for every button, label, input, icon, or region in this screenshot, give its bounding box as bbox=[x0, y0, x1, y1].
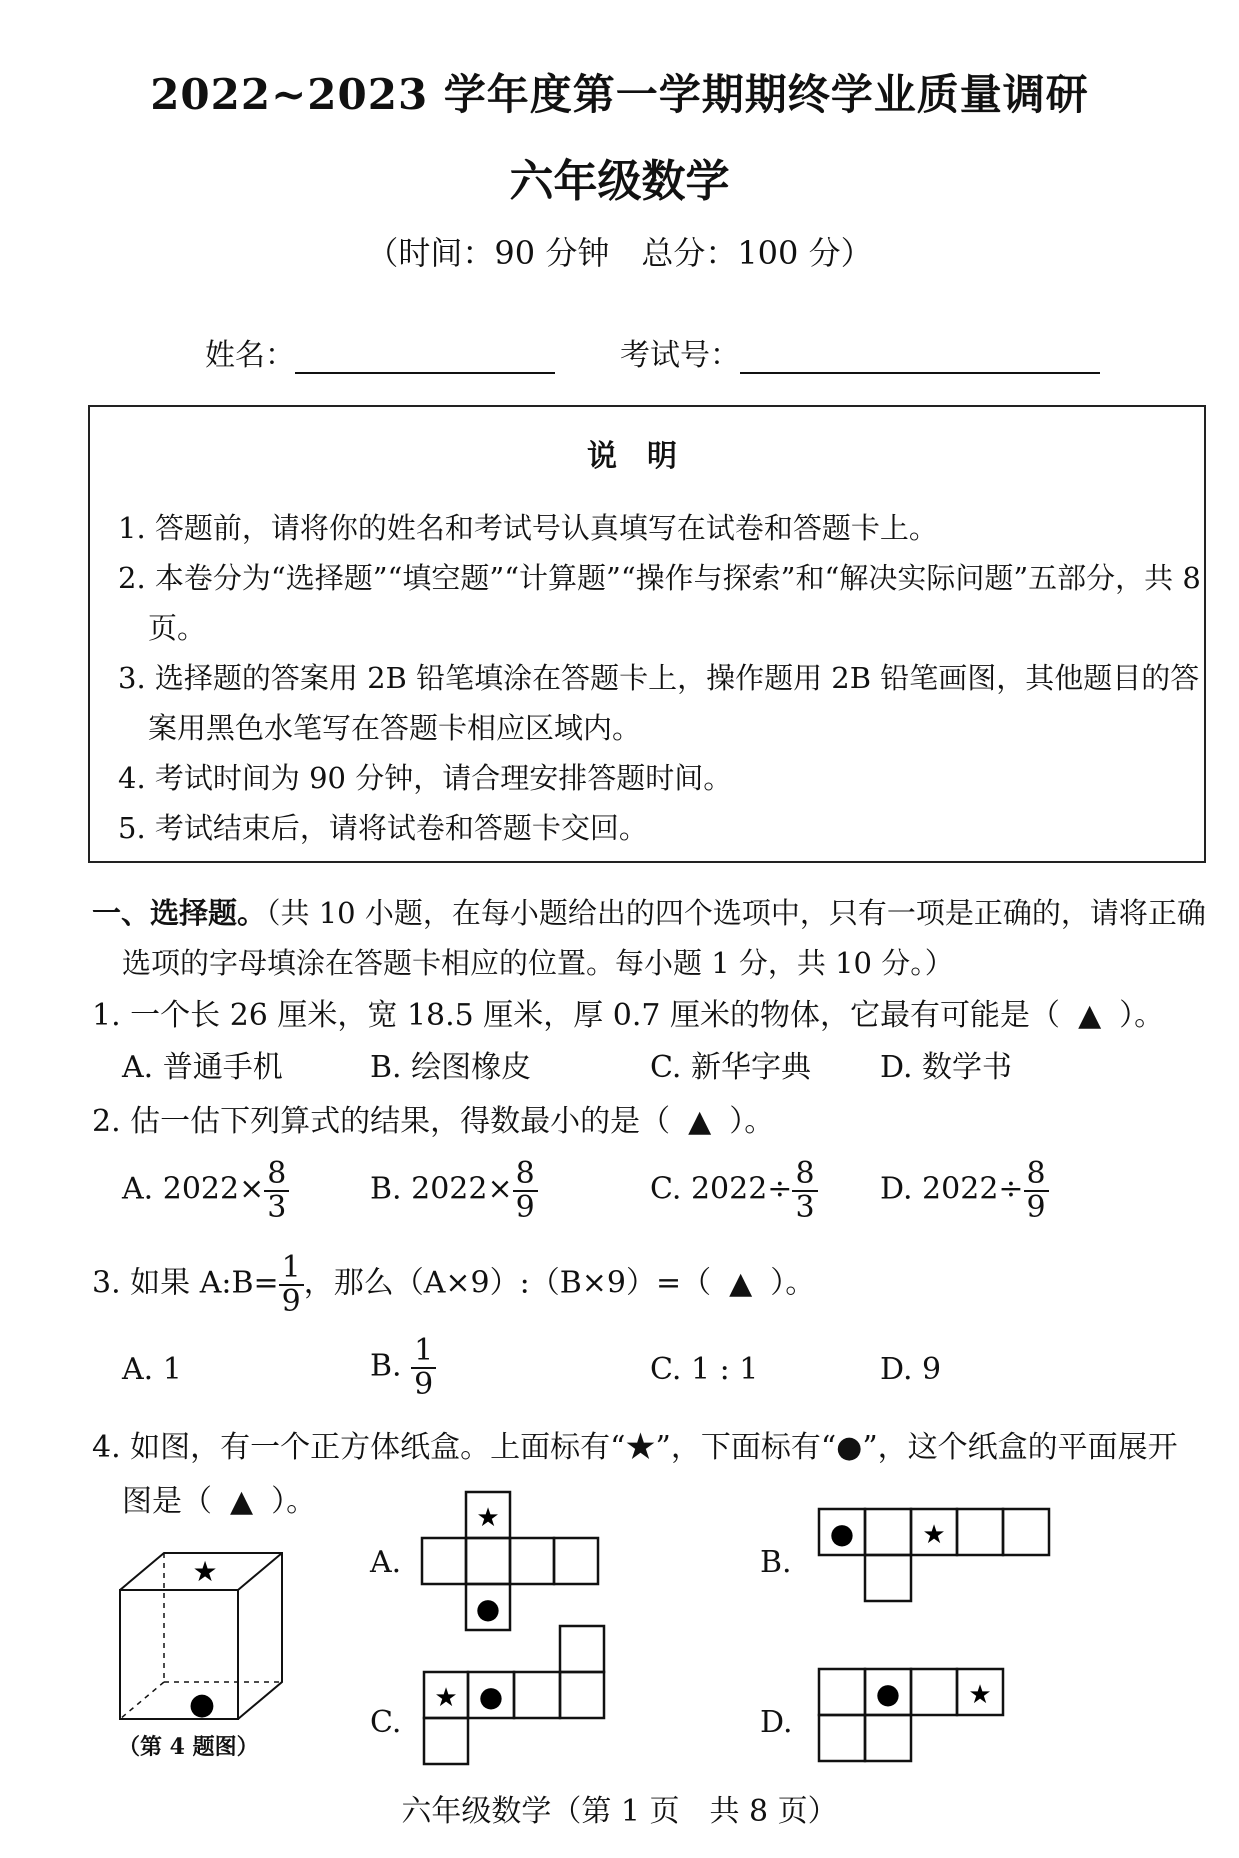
q4-option-d-label[interactable]: D. bbox=[760, 1705, 793, 1740]
q1-option-b[interactable]: B. 绘图橡皮 bbox=[370, 1050, 532, 1085]
note-item-2: 2. 本卷分为“选择题”“填空题”“计算题”“操作与探索”和“解决实际问题”五部分，共 8 页。 bbox=[118, 561, 1201, 645]
page-footer: 六年级数学（第 1 页 共 8 页） bbox=[401, 1794, 838, 1829]
instructions-box bbox=[88, 405, 1206, 863]
answer-mark: ▲ bbox=[688, 1104, 712, 1139]
q1-option-a[interactable]: A. 普通手机 bbox=[122, 1050, 283, 1085]
section-1-instruction: （共 10 小题，在每小题给出的四个选项中，只有一项是正确的，请将正确选项的字母填涂在答题卡相应的位置。每小题 1 分，共 10 分。） bbox=[122, 896, 1206, 980]
answer-mark: ▲ bbox=[729, 1265, 753, 1301]
question-4: 4. 如图，有一个正方体纸盒。上面标有“★”，下面标有“●”，这个纸盒的平面展开 bbox=[92, 1430, 1178, 1465]
exam-no-label: 考试号： bbox=[620, 338, 740, 373]
answer-mark: ▲ bbox=[230, 1484, 254, 1519]
exam-no-field bbox=[620, 330, 1100, 374]
q2-option-b[interactable]: B. 2022× $\frac{8}{9}$ bbox=[370, 1158, 538, 1223]
note-item-4: 4. 考试时间为 90 分钟，请合理安排答题时间。 bbox=[118, 761, 733, 795]
dot-icon: ● bbox=[188, 1687, 216, 1722]
question-3: 3. 如果 A:B= $\frac{1}{9}$ ，那么（A×9）:（B×9）=（ ▲ ）。 bbox=[92, 1250, 816, 1319]
name-blank[interactable] bbox=[295, 338, 555, 374]
name-field bbox=[205, 330, 555, 374]
q4-option-a-label[interactable]: A. bbox=[370, 1545, 402, 1580]
star-icon: ★ bbox=[434, 1683, 458, 1713]
q2-option-a[interactable]: A. 2022× $\frac{8}{3}$ bbox=[122, 1158, 289, 1223]
star-icon: ★ bbox=[192, 1555, 218, 1588]
star-icon: ★ bbox=[476, 1503, 500, 1533]
question-2-close: ）。 bbox=[729, 1104, 775, 1139]
question-1 bbox=[92, 990, 1164, 1034]
question-4-line2: 图是（ ▲ ）。 bbox=[122, 1484, 317, 1519]
q2-option-d[interactable]: D. 2022÷ $\frac{8}{9}$ bbox=[880, 1158, 1049, 1223]
question-2 bbox=[92, 1096, 774, 1140]
instructions-title: 说明 bbox=[587, 439, 707, 474]
q3-option-d[interactable]: D. 9 bbox=[880, 1352, 942, 1387]
dot-icon: ● bbox=[875, 1677, 901, 1710]
q1-option-d[interactable]: D. 数学书 bbox=[880, 1050, 1013, 1085]
q4-option-a-net[interactable] bbox=[418, 1490, 608, 1635]
answer-mark: ▲ bbox=[1078, 998, 1102, 1033]
exam-meta: （时间：90 分钟 总分：100 分） bbox=[366, 234, 873, 272]
q2-option-c[interactable]: C. 2022÷ $\frac{8}{3}$ bbox=[650, 1158, 818, 1223]
exam-no-blank[interactable] bbox=[740, 338, 1100, 374]
dot-icon: ● bbox=[478, 1680, 504, 1713]
question-1-text: 1. 一个长 26 厘米，宽 18.5 厘米，厚 0.7 厘米的物体，它最有可能是（ bbox=[92, 998, 1061, 1033]
q3-option-b[interactable]: B. $\frac{1}{9}$ bbox=[370, 1335, 436, 1400]
q4-option-b-net[interactable] bbox=[815, 1505, 1075, 1610]
exam-title: 2022~2023 学年度第一学期期终学业质量调研 bbox=[150, 70, 1089, 119]
q4-option-d-net[interactable] bbox=[815, 1665, 1030, 1770]
section-1-heading: 一、选择题。 bbox=[92, 896, 267, 930]
figure-caption: （第 4 题图） bbox=[118, 1734, 259, 1760]
star-icon: ★ bbox=[968, 1680, 992, 1710]
note-item-1: 1. 答题前，请将你的姓名和考试号认真填写在试卷和答题卡上。 bbox=[118, 511, 938, 545]
q3-option-c[interactable]: C. 1 : 1 bbox=[650, 1352, 759, 1387]
exam-subject: 六年级数学 bbox=[509, 156, 730, 207]
section-1-header bbox=[92, 888, 1222, 988]
note-item-5: 5. 考试结束后，请将试卷和答题卡交回。 bbox=[118, 811, 648, 845]
star-icon: ★ bbox=[922, 1520, 946, 1550]
q4-option-c-label[interactable]: C. bbox=[370, 1705, 402, 1740]
q3-option-a[interactable]: A. 1 bbox=[122, 1352, 182, 1387]
note-item-3: 3. 选择题的答案用 2B 铅笔填涂在答题卡上，操作题用 2B 铅笔画图，其他题目的答案用黑色水笔写在答题卡相应区域内。 bbox=[118, 661, 1200, 745]
question-2-text: 2. 估一估下列算式的结果，得数最小的是（ bbox=[92, 1104, 671, 1139]
cube-figure bbox=[110, 1545, 300, 1725]
q4-option-b-label[interactable]: B. bbox=[760, 1545, 792, 1580]
question-1-close: ）。 bbox=[1119, 998, 1165, 1033]
dot-icon: ● bbox=[829, 1517, 855, 1550]
dot-icon: ● bbox=[475, 1592, 501, 1625]
q1-option-c[interactable]: C. 新华字典 bbox=[650, 1050, 811, 1085]
name-label: 姓名： bbox=[205, 338, 295, 373]
q4-option-c-net[interactable] bbox=[420, 1622, 620, 1782]
